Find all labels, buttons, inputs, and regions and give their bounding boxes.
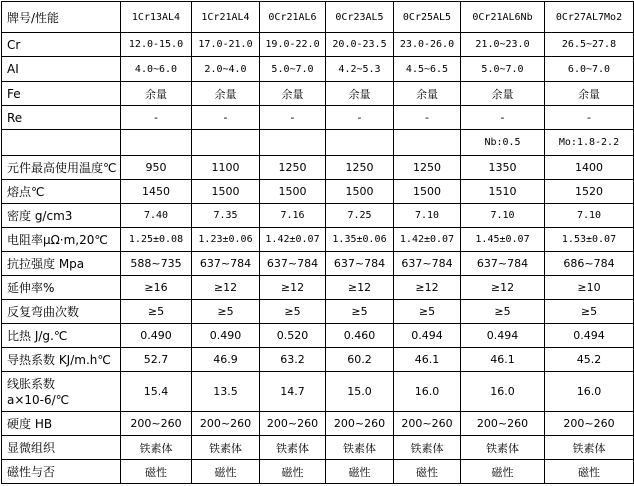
value-cell: 637~784 xyxy=(326,252,394,276)
value-cell: 1500 xyxy=(260,180,326,204)
value-cell: 12.0-15.0 xyxy=(121,33,192,57)
value-cell: 铁素体 xyxy=(461,436,545,460)
row-label: 导热系数 KJ/m.h℃ xyxy=(2,348,121,372)
grade-header-cell: 1Cr21AL4 xyxy=(192,2,260,33)
value-cell: 磁性 xyxy=(394,460,461,484)
value-cell: 63.2 xyxy=(260,348,326,372)
value-cell: Nb:0.5 xyxy=(461,130,545,156)
value-cell: 1.53±0.07 xyxy=(545,228,634,252)
value-cell: 余量 xyxy=(326,82,394,106)
value-cell: - xyxy=(192,106,260,130)
value-cell: 7.16 xyxy=(260,204,326,228)
grade-header-cell: 0Cr23AL5 xyxy=(326,2,394,33)
table-row xyxy=(2,324,634,348)
table-row xyxy=(2,372,634,412)
value-cell: 52.7 xyxy=(121,348,192,372)
value-cell: 200~260 xyxy=(545,412,634,436)
row-label: 显微组织 xyxy=(2,436,121,460)
value-cell: 637~784 xyxy=(260,252,326,276)
value-cell: 200~260 xyxy=(121,412,192,436)
value-cell: 7.10 xyxy=(461,204,545,228)
table-row xyxy=(2,33,634,57)
value-cell: 200~260 xyxy=(461,412,545,436)
value-cell: 7.10 xyxy=(394,204,461,228)
value-cell: 1250 xyxy=(394,156,461,180)
table-row xyxy=(2,300,634,324)
value-cell: 磁性 xyxy=(461,460,545,484)
table-row xyxy=(2,460,634,484)
value-cell: 16.0 xyxy=(394,372,461,412)
value-cell: - xyxy=(121,106,192,130)
value-cell: 200~260 xyxy=(394,412,461,436)
value-cell: 46.1 xyxy=(394,348,461,372)
value-cell: 7.10 xyxy=(545,204,634,228)
value-cell: 14.7 xyxy=(260,372,326,412)
value-cell: 17.0-21.0 xyxy=(192,33,260,57)
value-cell: 200~260 xyxy=(326,412,394,436)
value-cell: 5.0~7.0 xyxy=(461,57,545,82)
value-cell: 铁素体 xyxy=(394,436,461,460)
value-cell: ≥5 xyxy=(326,300,394,324)
value-cell: 余量 xyxy=(461,82,545,106)
value-cell: 13.5 xyxy=(192,372,260,412)
value-cell: ≥5 xyxy=(545,300,634,324)
value-cell: 4.5~6.5 xyxy=(394,57,461,82)
value-cell: 0.490 xyxy=(192,324,260,348)
value-cell: 637~784 xyxy=(461,252,545,276)
grade-header-cell: 0Cr27AL7Mo2 xyxy=(545,2,634,33)
row-label: Fe xyxy=(2,82,121,106)
value-cell: 0.494 xyxy=(461,324,545,348)
value-cell: ≥12 xyxy=(394,276,461,300)
table-row xyxy=(2,204,634,228)
value-cell: 铁素体 xyxy=(260,436,326,460)
value-cell: 余量 xyxy=(260,82,326,106)
value-cell: 6.0~7.0 xyxy=(545,57,634,82)
value-cell: ≥10 xyxy=(545,276,634,300)
value-cell: 1250 xyxy=(326,156,394,180)
value-cell: - xyxy=(545,106,634,130)
table-row xyxy=(2,82,634,106)
value-cell: 1.42±0.07 xyxy=(260,228,326,252)
table-row xyxy=(2,156,634,180)
value-cell: 磁性 xyxy=(192,460,260,484)
value-cell: 21.0~23.0 xyxy=(461,33,545,57)
value-cell: 1500 xyxy=(394,180,461,204)
grade-header-cell: 0Cr21AL6Nb xyxy=(461,2,545,33)
table-row xyxy=(2,348,634,372)
row-label: Cr xyxy=(2,33,121,57)
value-cell: 16.0 xyxy=(545,372,634,412)
value-cell: ≥12 xyxy=(260,276,326,300)
value-cell xyxy=(192,130,260,156)
value-cell: Mo:1.8-2.2 xyxy=(545,130,634,156)
value-cell: 1510 xyxy=(461,180,545,204)
grade-header-cell: 0Cr21AL6 xyxy=(260,2,326,33)
value-cell xyxy=(121,130,192,156)
row-label-line: 线胀系数 xyxy=(7,376,56,391)
value-cell: ≥12 xyxy=(192,276,260,300)
value-cell: 16.0 xyxy=(461,372,545,412)
value-cell: 588~735 xyxy=(121,252,192,276)
value-cell: 0.520 xyxy=(260,324,326,348)
value-cell: 铁素体 xyxy=(121,436,192,460)
value-cell: - xyxy=(394,106,461,130)
value-cell: 磁性 xyxy=(545,460,634,484)
row-label: AI xyxy=(2,57,121,82)
value-cell: 950 xyxy=(121,156,192,180)
value-cell: 7.35 xyxy=(192,204,260,228)
value-cell: 余量 xyxy=(394,82,461,106)
value-cell xyxy=(260,130,326,156)
row-label: 密度 g/cm3 xyxy=(2,204,121,228)
value-cell: 60.2 xyxy=(326,348,394,372)
value-cell: 1.35±0.06 xyxy=(326,228,394,252)
value-cell: 1500 xyxy=(326,180,394,204)
table-row xyxy=(2,228,634,252)
header-row xyxy=(2,2,634,33)
value-cell: ≥12 xyxy=(461,276,545,300)
grade-header-cell: 0Cr25AL5 xyxy=(394,2,461,33)
value-cell: 1520 xyxy=(545,180,634,204)
value-cell: 1250 xyxy=(260,156,326,180)
row-label: 反复弯曲次数 xyxy=(2,300,121,324)
value-cell: 余量 xyxy=(121,82,192,106)
value-cell: 磁性 xyxy=(326,460,394,484)
value-cell: ≥12 xyxy=(326,276,394,300)
value-cell: 46.1 xyxy=(461,348,545,372)
value-cell: ≥16 xyxy=(121,276,192,300)
value-cell: ≥5 xyxy=(192,300,260,324)
table-row xyxy=(2,412,634,436)
value-cell: 26.5~27.8 xyxy=(545,33,634,57)
value-cell: - xyxy=(326,106,394,130)
table-row xyxy=(2,252,634,276)
value-cell: 15.0 xyxy=(326,372,394,412)
row-label-line: a×10-6/℃ xyxy=(7,392,70,407)
value-cell: 1450 xyxy=(121,180,192,204)
row-label xyxy=(2,130,121,156)
value-cell: 19.0-22.0 xyxy=(260,33,326,57)
value-cell: 20.0-23.5 xyxy=(326,33,394,57)
value-cell: 0.494 xyxy=(394,324,461,348)
value-cell: 0.490 xyxy=(121,324,192,348)
value-cell: ≥5 xyxy=(260,300,326,324)
alloy-spec-table xyxy=(1,1,634,484)
value-cell: - xyxy=(461,106,545,130)
table-row xyxy=(2,106,634,130)
value-cell: 磁性 xyxy=(260,460,326,484)
row-label: 延伸率% xyxy=(2,276,121,300)
value-cell xyxy=(326,130,394,156)
row-label: 熔点℃ xyxy=(2,180,121,204)
value-cell: 2.0~4.0 xyxy=(192,57,260,82)
value-cell: 铁素体 xyxy=(326,436,394,460)
value-cell: 铁素体 xyxy=(545,436,634,460)
value-cell: ≥5 xyxy=(394,300,461,324)
row-label: 抗拉强度 Mpa xyxy=(2,252,121,276)
value-cell: 686~784 xyxy=(545,252,634,276)
value-cell: ≥5 xyxy=(461,300,545,324)
grade-header-cell: 1Cr13AL4 xyxy=(121,2,192,33)
value-cell: 1400 xyxy=(545,156,634,180)
row-label: 元件最高使用温度℃ xyxy=(2,156,121,180)
value-cell: 磁性 xyxy=(121,460,192,484)
value-cell: 7.40 xyxy=(121,204,192,228)
value-cell: 余量 xyxy=(545,82,634,106)
table-row xyxy=(2,57,634,82)
row-label: 比热 J/g.℃ xyxy=(2,324,121,348)
value-cell: 46.9 xyxy=(192,348,260,372)
value-cell: ≥5 xyxy=(121,300,192,324)
corner-header-cell: 牌号/性能 xyxy=(2,2,121,33)
row-label xyxy=(2,372,121,412)
table-body xyxy=(2,2,634,484)
value-cell: 1100 xyxy=(192,156,260,180)
value-cell: 4.0~6.0 xyxy=(121,57,192,82)
value-cell: 200~260 xyxy=(260,412,326,436)
value-cell: 1.45±0.07 xyxy=(461,228,545,252)
value-cell: 1.42±0.07 xyxy=(394,228,461,252)
table-row xyxy=(2,276,634,300)
row-label: 磁性与否 xyxy=(2,460,121,484)
value-cell: 4.2~5.3 xyxy=(326,57,394,82)
value-cell: - xyxy=(260,106,326,130)
value-cell: 1.25±0.08 xyxy=(121,228,192,252)
value-cell: 1500 xyxy=(192,180,260,204)
value-cell: 200~260 xyxy=(192,412,260,436)
value-cell: 铁素体 xyxy=(192,436,260,460)
table-row xyxy=(2,130,634,156)
value-cell: 7.25 xyxy=(326,204,394,228)
value-cell: 1350 xyxy=(461,156,545,180)
table-row xyxy=(2,180,634,204)
value-cell: 637~784 xyxy=(394,252,461,276)
value-cell: 15.4 xyxy=(121,372,192,412)
value-cell: 1.23±0.06 xyxy=(192,228,260,252)
row-label: 电阻率μΩ·m,20℃ xyxy=(2,228,121,252)
value-cell xyxy=(394,130,461,156)
value-cell: 0.460 xyxy=(326,324,394,348)
table-row xyxy=(2,436,634,460)
value-cell: 0.494 xyxy=(545,324,634,348)
value-cell: 余量 xyxy=(192,82,260,106)
value-cell: 637~784 xyxy=(192,252,260,276)
value-cell: 23.0-26.0 xyxy=(394,33,461,57)
value-cell: 45.2 xyxy=(545,348,634,372)
row-label: Re xyxy=(2,106,121,130)
row-label: 硬度 HB xyxy=(2,412,121,436)
value-cell: 5.0~7.0 xyxy=(260,57,326,82)
